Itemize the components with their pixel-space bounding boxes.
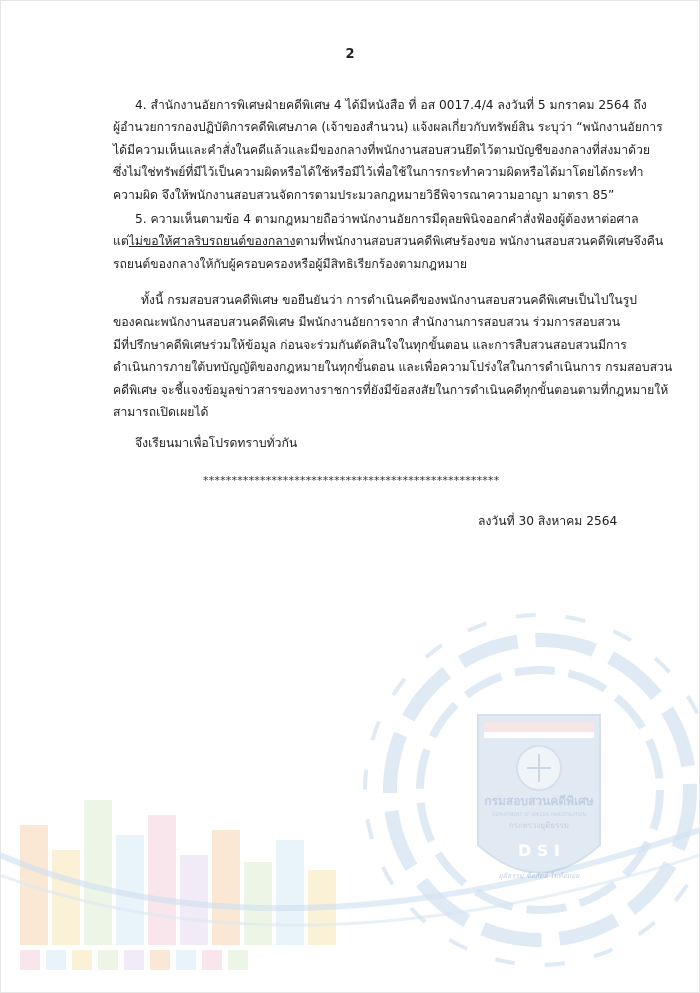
paragraph-4-line: ซึ่งไม่ใช่ทรัพย์ที่มีไว้เป็นความผิดหรือได้ใช้หรือมีไว้เพื่อใช้ในการกระทำความผิดหรือได้มาโดยได้กระทำ [113,165,644,180]
paragraph-4 [113,94,663,206]
paragraph-dsi-line: คดีพิเศษ จะชี้แจงข้อมูลข่าวสารของทางราชการที่ยังมีข้อสงสัยในการดำเนินคดีทุกขั้นตอนตามที่กฎหมายให้ [113,382,669,397]
watermark-arcs [365,615,700,965]
closing-line: จึงเรียนมาเพื่อโปรดทราบทั่วกัน [135,436,298,450]
paragraph-4-line: ผู้อำนวยการกองปฏิบัติการคดีพิเศษภาค (เจ้าของสำนวน) แจ้งผลเกี่ยวกับทรัพย์สิน ระบุว่า “พนักงานอัยการ [113,120,663,135]
paragraph-5-suffix: ตามที่พนักงานสอบสวนคดีพิเศษร้องขอ พนักงานสอบสวนคดีพิเศษจึงคืน [295,234,664,249]
underlined-text: ไม่ขอให้ศาลริบรถยนต์ของกลาง [128,234,296,249]
paragraph-5-line: รถยนต์ของกลางให้กับผู้ครอบครองหรือผู้มีสิทธิเรียกร้องตามกฎหมาย [113,256,467,271]
paragraph-dsi-line: ของคณะพนักงานสอบสวนคดีพิเศษ มีพนักงานอัยการจาก สำนักงานการสอบสวน ร่วมการสอบสวน [113,315,621,330]
watermark-abbreviation: D S I [518,841,560,860]
paragraph-4-line: 4. สำนักงานอัยการพิเศษฝ่ายคดีพิเศษ 4 ได้มีหนังสือ ที่ อส 0017.4/4 ลงวันที่ 5 มกราคม 2564 ถึง [135,98,647,112]
paragraph-4-line: ได้มีความเห็นและคำสั่งในคดีแล้วและมีของกลางที่พนักงานสอบสวนยึดไว้ตามบัญชีของกลางที่ส่งมาด้วย [113,142,651,157]
paragraph-dsi-statement [113,289,673,423]
dsi-watermark [0,600,700,993]
paragraph-dsi-line: ทั้งนี้ กรมสอบสวนคดีพิเศษ ขอยืนยันว่า การดำเนินคดีของพนักงานสอบสวนคดีพิเศษเป็นไปในรูป [141,293,638,307]
paragraph-5-prefix: แต่ [113,234,129,249]
watermark-agency-tag: กระทรวงยุติธรรม [508,821,570,830]
watermark-curve [0,830,700,908]
date-line: ลงวันที่ 30 สิงหาคม 2564 [478,514,618,528]
watermark-motto: ยุติธรรม ซื่อสัตย์ ไม่ท้อถอย [498,872,580,880]
paragraph-5-line: 5. ความเห็นตามข้อ 4 ตามกฎหมายถือว่าพนักงานอัยการมีดุลยพินิจออกคำสั่งฟ้องผู้ต้องหาต่อศาล [135,212,639,226]
paragraph-4-line: ความผิด จึงให้พนักงานสอบสวนจัดการตามประมวลกฎหมายวิธีพิจารณาความอาญา มาตรา 85” [113,187,615,202]
paragraph-5-line [113,230,664,252]
dsi-badge-emblem [478,715,600,880]
paragraph-5 [113,208,664,275]
separator-stars: **************************************************** [203,474,500,487]
watermark-agency-en: DEPARTMENT OF SPECIAL INVESTIGATION [492,813,586,818]
paragraph-dsi-line: มีที่ปรึกษาคดีพิเศษร่วมให้ข้อมูล ก่อนจะร่วมกันตัดสินใจในทุกขั้นตอน และการสืบสวนสอบสวนมีการ [113,337,627,352]
page-number: 2 [345,47,355,62]
paragraph-dsi-line: ดำเนินการภายใต้บทบัญญัติของกฎหมายในทุกขั้นตอน และเพื่อความโปร่งใสในการดำเนินการ กรมสอบสวน [113,360,673,375]
paragraph-dsi-line: สามารถเปิดเผยได้ [113,405,209,420]
watermark-color-blocks [20,800,336,970]
watermark-agency-name: กรมสอบสวนคดีพิเศษ [484,794,594,808]
